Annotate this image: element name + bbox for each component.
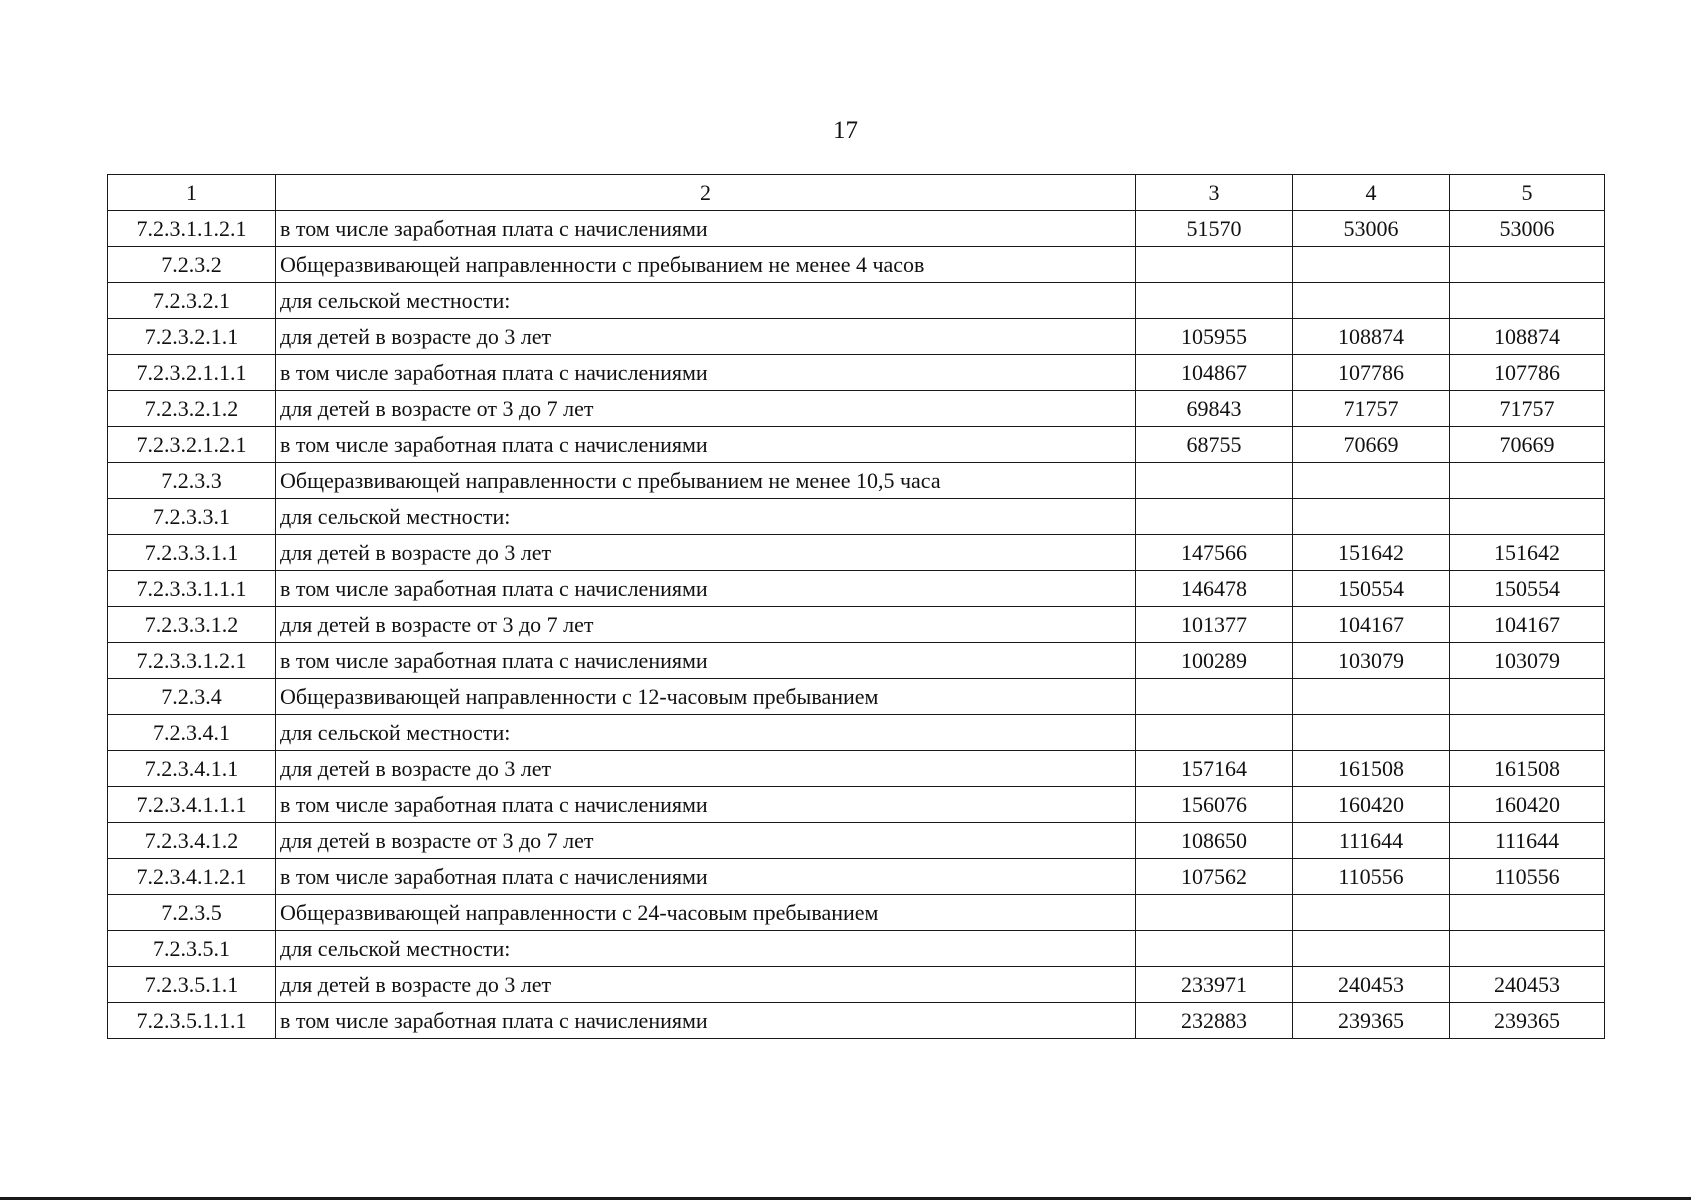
code-cell: 7.2.3.3.1.2.1: [108, 643, 276, 679]
description-cell: для детей в возрасте до 3 лет: [276, 535, 1136, 571]
description-cell: Общеразвивающей направленности с 24-часовым пребыванием: [276, 895, 1136, 931]
value-col4-cell: 71757: [1293, 391, 1450, 427]
value-col3-cell: 157164: [1136, 751, 1293, 787]
description-cell: для детей в возрасте от 3 до 7 лет: [276, 607, 1136, 643]
table-row: [108, 859, 1605, 895]
description-cell: Общеразвивающей направленности с пребыванием не менее 4 часов: [276, 247, 1136, 283]
code-cell: 7.2.3.4: [108, 679, 276, 715]
value-col4-cell: [1293, 679, 1450, 715]
table-row: [108, 679, 1605, 715]
table-row: [108, 211, 1605, 247]
code-cell: 7.2.3.2: [108, 247, 276, 283]
value-col3-cell: 147566: [1136, 535, 1293, 571]
table-header: [108, 175, 1605, 211]
value-col5-cell: [1450, 499, 1605, 535]
description-cell: в том числе заработная плата с начислениями: [276, 859, 1136, 895]
code-cell: 7.2.3.2.1.1: [108, 319, 276, 355]
value-col5-cell: [1450, 283, 1605, 319]
value-col3-cell: 104867: [1136, 355, 1293, 391]
value-col3-cell: [1136, 715, 1293, 751]
value-col5-cell: 240453: [1450, 967, 1605, 1003]
code-cell: 7.2.3.5: [108, 895, 276, 931]
code-cell: 7.2.3.2.1.2.1: [108, 427, 276, 463]
value-col3-cell: 233971: [1136, 967, 1293, 1003]
header-row: [108, 175, 1605, 211]
code-cell: 7.2.3.3: [108, 463, 276, 499]
table-row: [108, 355, 1605, 391]
code-cell: 7.2.3.2.1: [108, 283, 276, 319]
value-col5-cell: [1450, 463, 1605, 499]
description-cell: для детей в возрасте от 3 до 7 лет: [276, 391, 1136, 427]
code-cell: 7.2.3.5.1.1: [108, 967, 276, 1003]
value-col4-cell: [1293, 715, 1450, 751]
value-col3-cell: [1136, 247, 1293, 283]
value-col5-cell: [1450, 247, 1605, 283]
description-cell: в том числе заработная плата с начислениями: [276, 787, 1136, 823]
description-cell: в том числе заработная плата с начислениями: [276, 643, 1136, 679]
header-cell-3: 3: [1136, 175, 1293, 211]
value-col4-cell: 104167: [1293, 607, 1450, 643]
value-col4-cell: 107786: [1293, 355, 1450, 391]
code-cell: 7.2.3.4.1.2: [108, 823, 276, 859]
code-cell: 7.2.3.5.1: [108, 931, 276, 967]
description-cell: в том числе заработная плата с начислениями: [276, 427, 1136, 463]
code-cell: 7.2.3.4.1.2.1: [108, 859, 276, 895]
value-col3-cell: 100289: [1136, 643, 1293, 679]
code-cell: 7.2.3.1.1.2.1: [108, 211, 276, 247]
value-col3-cell: 69843: [1136, 391, 1293, 427]
code-cell: 7.2.3.2.1.1.1: [108, 355, 276, 391]
header-cell-4: 4: [1293, 175, 1450, 211]
code-cell: 7.2.3.3.1.1: [108, 535, 276, 571]
value-col5-cell: 53006: [1450, 211, 1605, 247]
value-col3-cell: 68755: [1136, 427, 1293, 463]
value-col4-cell: [1293, 931, 1450, 967]
description-cell: для детей в возрасте до 3 лет: [276, 751, 1136, 787]
table-row: [108, 787, 1605, 823]
value-col4-cell: 240453: [1293, 967, 1450, 1003]
table-row: [108, 391, 1605, 427]
code-cell: 7.2.3.3.1.2: [108, 607, 276, 643]
value-col4-cell: [1293, 283, 1450, 319]
value-col5-cell: 107786: [1450, 355, 1605, 391]
value-col4-cell: 111644: [1293, 823, 1450, 859]
value-col3-cell: 51570: [1136, 211, 1293, 247]
value-col5-cell: 239365: [1450, 1003, 1605, 1039]
table-row: [108, 247, 1605, 283]
table-row: [108, 895, 1605, 931]
value-col3-cell: 108650: [1136, 823, 1293, 859]
value-col4-cell: [1293, 895, 1450, 931]
description-cell: в том числе заработная плата с начислениями: [276, 211, 1136, 247]
value-col5-cell: 110556: [1450, 859, 1605, 895]
description-cell: в том числе заработная плата с начислениями: [276, 355, 1136, 391]
page-number: 17: [833, 117, 858, 144]
description-cell: для детей в возрасте до 3 лет: [276, 967, 1136, 1003]
table-row: [108, 463, 1605, 499]
table-row: [108, 931, 1605, 967]
value-col5-cell: 160420: [1450, 787, 1605, 823]
header-cell-5: 5: [1450, 175, 1605, 211]
value-col4-cell: [1293, 247, 1450, 283]
value-col3-cell: [1136, 931, 1293, 967]
code-cell: 7.2.3.3.1: [108, 499, 276, 535]
value-col3-cell: [1136, 283, 1293, 319]
header-cell-2: 2: [276, 175, 1136, 211]
value-col4-cell: [1293, 499, 1450, 535]
value-col5-cell: [1450, 931, 1605, 967]
value-col5-cell: 70669: [1450, 427, 1605, 463]
value-col4-cell: 53006: [1293, 211, 1450, 247]
table-row: [108, 319, 1605, 355]
value-col4-cell: 239365: [1293, 1003, 1450, 1039]
value-col3-cell: [1136, 463, 1293, 499]
table-row: [108, 715, 1605, 751]
value-col3-cell: 146478: [1136, 571, 1293, 607]
table-row: [108, 607, 1605, 643]
value-col5-cell: [1450, 895, 1605, 931]
value-col5-cell: 111644: [1450, 823, 1605, 859]
code-cell: 7.2.3.4.1: [108, 715, 276, 751]
description-cell: в том числе заработная плата с начислениями: [276, 1003, 1136, 1039]
table-row: [108, 535, 1605, 571]
value-col5-cell: 161508: [1450, 751, 1605, 787]
value-col4-cell: 151642: [1293, 535, 1450, 571]
value-col5-cell: 71757: [1450, 391, 1605, 427]
table-row: [108, 823, 1605, 859]
table-row: [108, 427, 1605, 463]
value-col4-cell: 150554: [1293, 571, 1450, 607]
value-col3-cell: 101377: [1136, 607, 1293, 643]
table-row: [108, 643, 1605, 679]
value-col3-cell: 105955: [1136, 319, 1293, 355]
table-body: [108, 211, 1605, 1039]
table-row: [108, 751, 1605, 787]
code-cell: 7.2.3.4.1.1: [108, 751, 276, 787]
description-cell: для сельской местности:: [276, 283, 1136, 319]
description-cell: Общеразвивающей направленности с пребыванием не менее 10,5 часа: [276, 463, 1136, 499]
value-col5-cell: 103079: [1450, 643, 1605, 679]
value-col4-cell: 161508: [1293, 751, 1450, 787]
value-col3-cell: [1136, 895, 1293, 931]
description-cell: для детей в возрасте от 3 до 7 лет: [276, 823, 1136, 859]
value-col4-cell: 103079: [1293, 643, 1450, 679]
description-cell: для сельской местности:: [276, 715, 1136, 751]
table-row: [108, 571, 1605, 607]
value-col3-cell: 156076: [1136, 787, 1293, 823]
table-row: [108, 1003, 1605, 1039]
code-cell: 7.2.3.2.1.2: [108, 391, 276, 427]
value-col5-cell: [1450, 715, 1605, 751]
code-cell: 7.2.3.4.1.1.1: [108, 787, 276, 823]
value-col4-cell: 108874: [1293, 319, 1450, 355]
description-cell: для сельской местности:: [276, 499, 1136, 535]
value-col3-cell: [1136, 679, 1293, 715]
value-col4-cell: [1293, 463, 1450, 499]
value-col5-cell: 108874: [1450, 319, 1605, 355]
table-row: [108, 967, 1605, 1003]
value-col3-cell: 232883: [1136, 1003, 1293, 1039]
value-col4-cell: 160420: [1293, 787, 1450, 823]
value-col4-cell: 110556: [1293, 859, 1450, 895]
code-cell: 7.2.3.5.1.1.1: [108, 1003, 276, 1039]
value-col3-cell: 107562: [1136, 859, 1293, 895]
data-table: [107, 174, 1605, 1039]
code-cell: 7.2.3.3.1.1.1: [108, 571, 276, 607]
description-cell: Общеразвивающей направленности с 12-часовым пребыванием: [276, 679, 1136, 715]
table-row: [108, 499, 1605, 535]
value-col5-cell: 150554: [1450, 571, 1605, 607]
table-row: [108, 283, 1605, 319]
description-cell: для детей в возрасте до 3 лет: [276, 319, 1136, 355]
value-col5-cell: [1450, 679, 1605, 715]
description-cell: для сельской местности:: [276, 931, 1136, 967]
value-col4-cell: 70669: [1293, 427, 1450, 463]
value-col5-cell: 151642: [1450, 535, 1605, 571]
header-cell-1: 1: [108, 175, 276, 211]
description-cell: в том числе заработная плата с начислениями: [276, 571, 1136, 607]
value-col5-cell: 104167: [1450, 607, 1605, 643]
value-col3-cell: [1136, 499, 1293, 535]
